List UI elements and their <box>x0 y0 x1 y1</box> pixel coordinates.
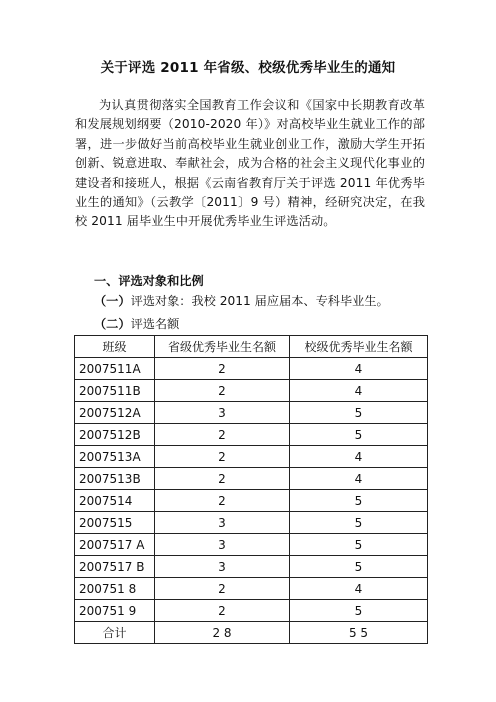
provincial-quota-cell: 2 <box>155 358 290 380</box>
school-quota-cell: 5 <box>290 424 428 446</box>
table-row <box>75 402 428 424</box>
table-row <box>75 358 428 380</box>
class-cell: 2007517 A <box>75 534 155 556</box>
subsection-1 <box>94 292 389 309</box>
class-cell: 200751 8 <box>75 578 155 600</box>
header-class: 班级 <box>75 336 155 358</box>
subsection-1-text: 评选对象：我校 2011 届应届本、专科毕业生。 <box>130 294 389 308</box>
provincial-quota-cell: 3 <box>155 534 290 556</box>
class-cell: 2007512A <box>75 402 155 424</box>
school-quota-cell: 5 <box>290 490 428 512</box>
table-row <box>75 468 428 490</box>
document-title: 关于评选 2011 年省级、校级优秀毕业生的通知 <box>100 60 396 76</box>
school-quota-cell: 4 <box>290 358 428 380</box>
school-quota-cell: 5 <box>290 556 428 578</box>
total-provincial: 2 8 <box>155 622 290 644</box>
class-cell: 2007513B <box>75 468 155 490</box>
table-row <box>75 446 428 468</box>
table-row <box>75 490 428 512</box>
school-quota-cell: 4 <box>290 468 428 490</box>
header-provincial-quota: 省级优秀毕业生名额 <box>155 336 290 358</box>
subsection-2-number: （二） <box>94 317 131 331</box>
provincial-quota-cell: 2 <box>155 446 290 468</box>
class-cell: 2007511A <box>75 358 155 380</box>
provincial-quota-cell: 2 <box>155 490 290 512</box>
school-quota-cell: 5 <box>290 600 428 622</box>
header-school-quota: 校级优秀毕业生名额 <box>290 336 428 358</box>
subsection-2 <box>94 315 179 332</box>
class-cell: 2007515 <box>75 512 155 534</box>
table-header-row <box>75 336 428 358</box>
total-label: 合计 <box>75 622 155 644</box>
class-cell: 2007514 <box>75 490 155 512</box>
table-row <box>75 534 428 556</box>
table-total-row <box>75 622 428 644</box>
school-quota-cell: 4 <box>290 578 428 600</box>
provincial-quota-cell: 3 <box>155 512 290 534</box>
total-school: 5 5 <box>290 622 428 644</box>
subsection-1-number: （一） <box>94 294 131 308</box>
class-cell: 2007513A <box>75 446 155 468</box>
intro-paragraph: 为认真贯彻落实全国教育工作会议和《国家中长期教育改革和发展规划纲要（2010-2020 年）》对高校毕业生就业工作的部署，进一步做好当前高校毕业生就业创业工作，激励大学生开拓创新、锐意进取、奉献社会，成为合格的社会主义现代化事业的建设者和接班人，根据《云南省教育厅关于评选 2011 年优秀毕业生的通知》（云教学〔2011〕9 号）精神，经研究决定，在我校 2011 届毕业生中开展优秀毕业生评选活动。 <box>75 98 425 229</box>
provincial-quota-cell: 2 <box>155 578 290 600</box>
table-row <box>75 600 428 622</box>
class-cell: 2007512B <box>75 424 155 446</box>
table-row <box>75 380 428 402</box>
subsection-2-text: 评选名额 <box>130 317 180 331</box>
provincial-quota-cell: 3 <box>155 402 290 424</box>
school-quota-cell: 5 <box>290 402 428 424</box>
table-row <box>75 424 428 446</box>
class-cell: 2007517 B <box>75 556 155 578</box>
school-quota-cell: 5 <box>290 512 428 534</box>
provincial-quota-cell: 3 <box>155 556 290 578</box>
provincial-quota-cell: 2 <box>155 424 290 446</box>
school-quota-cell: 5 <box>290 534 428 556</box>
provincial-quota-cell: 2 <box>155 600 290 622</box>
provincial-quota-cell: 2 <box>155 468 290 490</box>
table-row <box>75 512 428 534</box>
section-heading-1: 一、评选对象和比例 <box>94 274 204 288</box>
table-row <box>75 556 428 578</box>
provincial-quota-cell: 2 <box>155 380 290 402</box>
school-quota-cell: 4 <box>290 446 428 468</box>
table-row <box>75 578 428 600</box>
class-cell: 200751 9 <box>75 600 155 622</box>
class-cell: 2007511B <box>75 380 155 402</box>
school-quota-cell: 4 <box>290 380 428 402</box>
quota-table <box>74 335 428 644</box>
